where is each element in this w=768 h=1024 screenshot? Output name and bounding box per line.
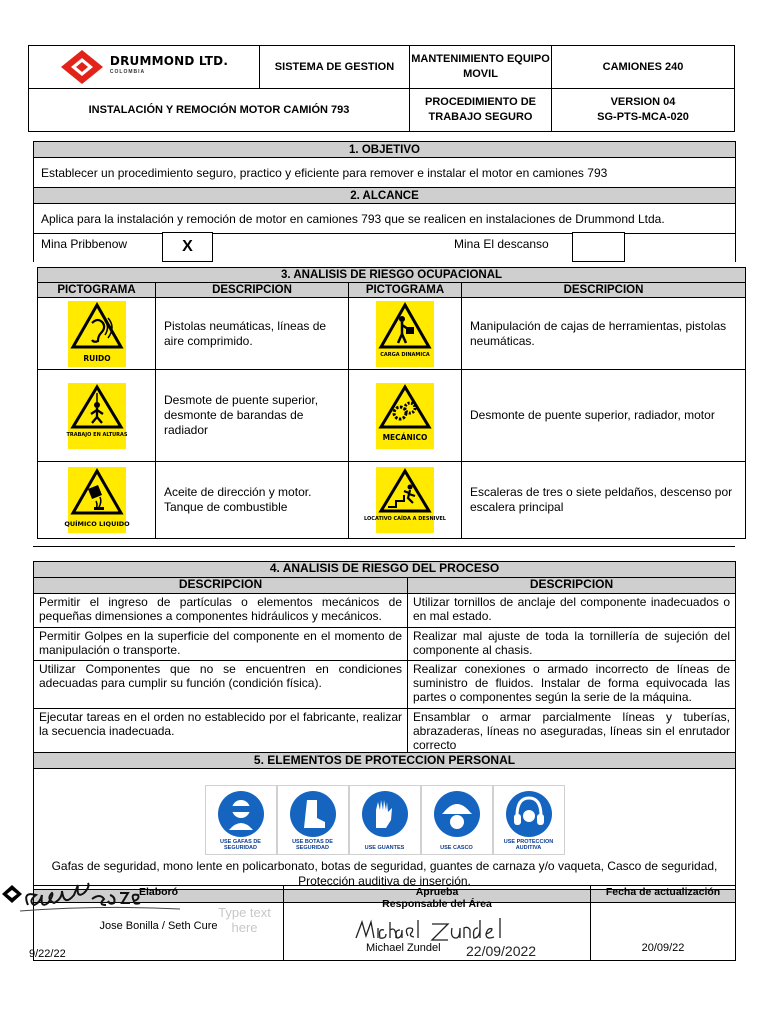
version-text: VERSION 04 — [610, 96, 676, 108]
mechanical-warning-icon — [376, 383, 434, 449]
ppe-item — [349, 785, 421, 855]
noise-warning-icon — [68, 301, 126, 367]
process-risk-left: Ejecutar tareas en el orden no establecido por el fabricante, realizar la secuencia inadecuada. — [34, 709, 408, 755]
process-risk-heading: 4. ANALISIS DE RIESGO DEL PROCESO — [34, 562, 736, 578]
dynamic-load-warning-icon — [376, 301, 434, 367]
picto-label: TRABAJO EN ALTURAS — [65, 431, 128, 438]
table-row — [34, 628, 736, 661]
process-risk-right: Realizar conexiones o armado incorrecto de líneas de suministro de fluidos. Instalar de forma equivocada las partes o componentes según la serie de la máquina. — [408, 661, 736, 709]
prepared-label: Elaboró — [138, 886, 179, 898]
update-date: 20/09/22 — [641, 942, 685, 954]
table-row — [38, 462, 746, 539]
objective-heading: 1. OBJETIVO — [34, 142, 736, 158]
ppe-heading: 5. ELEMENTOS DE PROTECCION PERSONAL — [34, 753, 736, 769]
ppe-label: USE PROTECCION AUDITIVA — [503, 839, 554, 851]
picto-label: QUÍMICO LIQUIDO — [63, 520, 130, 528]
table-row — [38, 370, 746, 462]
preparer-signature-icon — [0, 881, 200, 939]
ppe-label: USE CASCO — [440, 845, 473, 851]
picto-label: RUIDO — [82, 353, 111, 363]
process-risk-left: Permitir Golpes en la superficie del componente en el momento de manipulación o transporte. — [34, 628, 408, 661]
table-row — [38, 298, 746, 370]
gloves-icon — [361, 790, 409, 838]
fall-warning-icon — [364, 467, 446, 533]
col-picto-right: PICTOGRAMA — [349, 283, 462, 298]
prepared-date: 9/22/22 — [29, 948, 66, 960]
approved-date[interactable]: 22/09/2022 — [466, 943, 537, 959]
helmet-icon — [433, 790, 481, 838]
update-label: Fecha de actualización — [605, 886, 721, 898]
ppe-label: USE GUANTES — [364, 845, 405, 851]
picto-label: LOCATIVO CAÍDA A DESNIVEL — [364, 516, 446, 522]
mine-2-checkbox[interactable] — [572, 232, 625, 262]
area-cell: MANTENIMIENTO EQUIPO MOVIL — [410, 46, 552, 89]
ppe-cell — [34, 769, 736, 890]
table-row — [34, 661, 736, 709]
process-risk-right: Ensamblar o armar parcialmente líneas y tuberías, abrazaderas, líneas no aseguradas, líneas sin el enrutador correcto — [408, 709, 736, 755]
mine-2-label: Mina El descanso — [454, 237, 549, 251]
mine-1-checkbox[interactable]: X — [162, 232, 213, 262]
document-header — [28, 45, 735, 132]
risk-description: Desmote de puente superior, desmonte de barandas de radiador — [156, 370, 349, 462]
mine-selection-row — [34, 234, 736, 262]
objective-scope-table — [33, 141, 736, 262]
process-risk-table — [33, 561, 736, 755]
ppe-caption: Gafas de seguridad, mono lente en policarbonato, botas de seguridad, guantes de carnaza y/o vaqueta, Casco de seguridad, Protección auditiva de inserción. — [51, 859, 718, 888]
scope-heading: 2. ALCANCE — [34, 188, 736, 204]
ppe-item — [421, 785, 493, 855]
col-desc-left: DESCRIPCION — [156, 283, 349, 298]
ppe-label: USE BOTAS DE SEGURIDAD — [292, 839, 333, 851]
risk-description: Desmonte de puente superior, radiador, motor — [462, 370, 746, 462]
safety-glasses-icon — [217, 790, 265, 838]
chemical-liquid-warning-icon — [63, 467, 130, 533]
picto-label: MECÁNICO — [382, 432, 428, 442]
col-desc-right: DESCRIPCION — [462, 283, 746, 298]
approves-cell — [284, 886, 591, 961]
company-name: DRUMMOND LTD. — [109, 54, 229, 68]
picto-label: CARGA DINAMICA — [380, 351, 430, 358]
table-row — [34, 594, 736, 628]
update-cell — [591, 886, 736, 961]
ppe-label: USE GAFAS DE SEGURIDAD — [220, 839, 261, 851]
document-title: INSTALACIÓN Y REMOCIÓN MOTOR CAMIÓN 793 — [29, 89, 410, 132]
height-work-warning-icon — [65, 383, 128, 449]
process-col-right: DESCRIPCION — [408, 578, 736, 594]
placeholder-text[interactable]: Type text here — [218, 905, 271, 935]
process-risk-right: Utilizar tornillos de anclaje del componente inadecuados o en mal estado. — [408, 594, 736, 628]
doc-type-cell: PROCEDIMIENTO DE TRABAJO SEGURO — [410, 89, 552, 132]
ppe-item — [493, 785, 565, 855]
occupational-risk-heading: 3. ANALISIS DE RIESGO OCUPACIONAL — [38, 268, 746, 283]
risk-description: Escaleras de tres o siete peldaños, descenso por escalera principal — [462, 462, 746, 539]
system-cell: SISTEMA DE GESTION — [260, 46, 410, 89]
mine-1-label: Mina Pribbenow — [41, 237, 128, 251]
col-picto-left: PICTOGRAMA — [38, 283, 156, 298]
company-sub: COLOMBIA — [109, 69, 146, 75]
scope-text: Aplica para la instalación y remoción de motor en camiones 793 que se realicen en instalaciones de Drummond Ltda. — [34, 204, 736, 234]
risk-description: Pistolas neumáticas, líneas de aire comprimido. — [156, 298, 349, 370]
objective-text: Establecer un procedimiento seguro, practico y eficiente para remover e instalar el motor en camiones 793 — [34, 158, 736, 188]
process-risk-left: Utilizar Componentes que no se encuentren en condiciones adecuadas para cumplir su función (condición física). — [34, 661, 408, 709]
ppe-item — [277, 785, 349, 855]
approved-by: Michael Zundel — [366, 942, 441, 954]
risk-description: Manipulación de cajas de herramientas, pistolas neumáticas. — [462, 298, 746, 370]
logo-cell — [29, 46, 260, 89]
drummond-logo-icon — [60, 49, 104, 85]
table-row — [34, 709, 736, 755]
code-text: SG-PTS-MCA-020 — [597, 111, 689, 123]
occupational-risk-table — [37, 267, 746, 539]
section-divider — [33, 546, 735, 547]
safety-boots-icon — [289, 790, 337, 838]
hearing-protection-icon — [505, 790, 553, 838]
approves-label: Aprueba — [415, 886, 459, 898]
process-risk-right: Realizar mal ajuste de toda la tornillería de sujeción del componente al chasis. — [408, 628, 736, 661]
ppe-item — [205, 785, 277, 855]
fleet-cell: CAMIONES 240 — [552, 46, 735, 89]
approves-sub: Responsable del Área — [382, 898, 492, 910]
process-col-left: DESCRIPCION — [34, 578, 408, 594]
process-risk-left: Permitir el ingreso de partículas o elementos mecánicos de pequeñas dimensiones a componentes hidráulicos y mecánicos. — [34, 594, 408, 628]
version-cell — [552, 89, 735, 132]
risk-description: Aceite de dirección y motor. Tanque de combustible — [156, 462, 349, 539]
prepared-by: Jose Bonilla / Seth Cure — [99, 920, 218, 932]
